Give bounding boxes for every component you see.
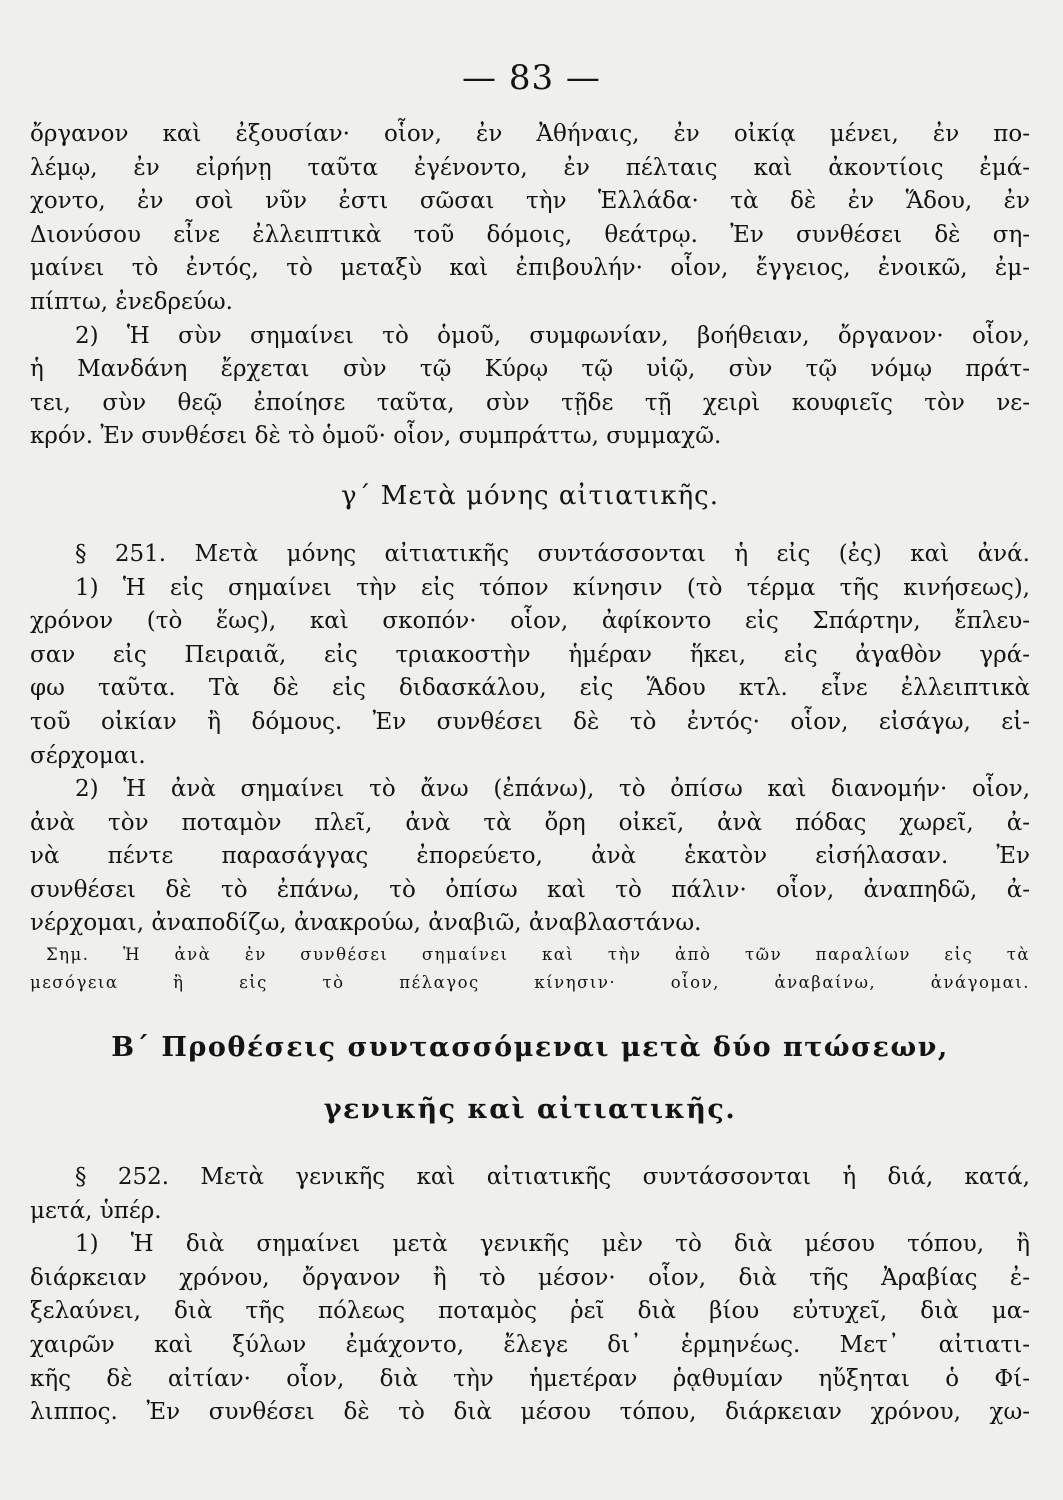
- paragraph-dia: [30, 1228, 1030, 1430]
- chapter-heading-b: Β΄ Προθέσεις συντασσόμεναι μετὰ δύο πτώσεων,: [111, 1032, 949, 1064]
- text-line: πίπτω, ἐνεδρεύω.: [30, 288, 233, 315]
- text-line: τει, σὺν θεῷ ἐποίησε ταῦτα, σὺν τῇδε τῇ χειρὶ κουφιεῖς τὸν νε-: [30, 389, 1030, 416]
- text-line: κρόν. Ἐν συνθέσει δὲ τὸ ὁμοῦ· οἷον, συμπράττω, συμμαχῶ.: [30, 423, 722, 450]
- text-line: § 252. Μετὰ γενικῆς καὶ αἰτιατικῆς συντάσσονται ἡ διά, κατά,: [75, 1164, 1030, 1191]
- note: [30, 941, 1030, 997]
- text-line: 2) Ἡ ἀνὰ σημαίνει τὸ ἄνω (ἐπάνω), τὸ ὀπίσω καὶ διανομήν· οἷον,: [75, 776, 1030, 803]
- text-line: διάρκειαν χρόνου, ὄργανον ἢ τὸ μέσον· οἷον, διὰ τῆς Ἀραβίας ἐ-: [30, 1264, 1030, 1291]
- text-line: Διονύσου εἶνε ἐλλειπτικὰ τοῦ δόμοις, θεάτρῳ. Ἐν συνθέσει δὲ ση-: [30, 221, 1030, 248]
- section-heading-gamma: γ΄ Μετὰ μόνης αἰτιατικῆς.: [341, 480, 719, 511]
- text-line: σαν εἰς Πειραιᾶ, εἰς τριακοστὴν ἡμέραν ἥκει, εἰς ἀγαθὸν γρά-: [30, 641, 1030, 668]
- paragraph-ana: [30, 773, 1030, 941]
- text-line: χρόνον (τὸ ἕως), καὶ σκοπόν· οἷον, ἀφίκοντο εἰς Σπάρτην, ἔπλευ-: [30, 608, 1030, 635]
- text-line: λέμῳ, ἐν εἰρήνῃ ταῦτα ἐγένοντο, ἐν πέλταις καὶ ἀκοντίοις ἐμά-: [30, 154, 1030, 181]
- text-line: κῆς δὲ αἰτίαν· οἷον, διὰ τὴν ἡμετέραν ῥᾳθυμίαν ηὔξηται ὁ Φί-: [30, 1365, 1030, 1392]
- text-line: ἀνὰ τὸν ποταμὸν πλεῖ, ἀνὰ τὰ ὄρη οἰκεῖ, ἀνὰ πόδας χωρεῖ, ἀ-: [30, 809, 1030, 836]
- text-line: μετά, ὑπέρ.: [30, 1197, 162, 1224]
- text-line: ξελαύνει, διὰ τῆς πόλεως ποταμὸς ῥεῖ διὰ βίου εὐτυχεῖ, διὰ μα-: [30, 1298, 1030, 1325]
- text-line: νὰ πέντε παρασάγγας ἐπορεύετο, ἀνὰ ἑκατὸν εἰσήλασαν. Ἐν: [30, 843, 1030, 870]
- text-line: ὄργανον καὶ ἐξουσίαν· οἷον, ἐν Ἀθήναις, ἐν οἰκίᾳ μένει, ἐν πο-: [30, 121, 1030, 147]
- text-line: ἡ Μανδάνη ἔρχεται σὺν τῷ Κύρῳ τῷ υἱῷ, σὺν τῷ νόμῳ πράτ-: [30, 356, 1030, 383]
- paragraph-en-continued: [30, 118, 1030, 320]
- note-line: Σημ. Ἡ ἀνὰ ἐν συνθέσει σημαίνει καὶ τὴν ἀπὸ τῶν παραλίων εἰς τὰ: [46, 945, 1030, 965]
- text-line: νέρχομαι, ἀναποδίζω, ἀνακρούω, ἀναβιῶ, ἀναβλαστάνω.: [30, 910, 702, 937]
- text-line: φω ταῦτα. Τὰ δὲ εἰς διδασκάλου, εἰς Ἅδου κτλ. εἶνε ἐλλειπτικὰ: [30, 675, 1030, 702]
- text-line: μαίνει τὸ ἐντός, τὸ μεταξὺ καὶ ἐπιβουλήν· οἷον, ἔγγειος, ἐνοικῶ, ἐμ-: [30, 255, 1030, 282]
- page-number: — 83 —: [462, 58, 601, 98]
- text-line: σέρχομαι.: [30, 742, 146, 769]
- text-line: συνθέσει δὲ τὸ ἐπάνω, τὸ ὀπίσω καὶ τὸ πάλιν· οἷον, ἀναπηδῶ, ἀ-: [30, 876, 1030, 903]
- paragraph-syn: [30, 320, 1030, 454]
- text-line: χαιρῶν καὶ ξύλων ἐμάχοντο, ἔλεγε δι᾽ ἑρμηνέως. Μετ᾽ αἰτιατι-: [30, 1332, 1030, 1359]
- text-line: 1) Ἡ εἰς σημαίνει τὴν εἰς τόπον κίνησιν (τὸ τέρμα τῆς κινήσεως),: [75, 574, 1030, 601]
- chapter-heading-b-sub: γενικῆς καὶ αἰτιατικῆς.: [323, 1094, 737, 1126]
- paragraph-252: [30, 1161, 1030, 1228]
- text-line: § 251. Μετὰ μόνης αἰτιατικῆς συντάσσονται ἡ εἰς (ἐς) καὶ ἀνά.: [75, 540, 1030, 567]
- text-line: χοντο, ἐν σοὶ νῦν ἐστι σῶσαι τὴν Ἑλλάδα· τὰ δὲ ἐν Ἅδου, ἐν: [30, 188, 1030, 215]
- text-line: 1) Ἡ διὰ σημαίνει μετὰ γενικῆς μὲν τὸ διὰ μέσου τόπου, ἢ: [75, 1231, 1030, 1258]
- text-line: 2) Ἡ σὺν σημαίνει τὸ ὁμοῦ, συμφωνίαν, βοήθειαν, ὄργανον· οἷον,: [75, 322, 1030, 349]
- page-body: [30, 118, 1030, 1430]
- text-line: τοῦ οἰκίαν ἢ δόμους. Ἐν συνθέσει δὲ τὸ ἐντός· οἷον, εἰσάγω, εἰ-: [30, 708, 1030, 735]
- paragraph-251: [30, 538, 1030, 773]
- text-line: λιππος. Ἐν συνθέσει δὲ τὸ διὰ μέσου τόπου, διάρκειαν χρόνου, χω-: [30, 1399, 1030, 1426]
- note-line: μεσόγεια ἢ εἰς τὸ πέλαγος κίνησιν· οἷον, ἀναβαίνω, ἀνάγομαι.: [30, 973, 1030, 993]
